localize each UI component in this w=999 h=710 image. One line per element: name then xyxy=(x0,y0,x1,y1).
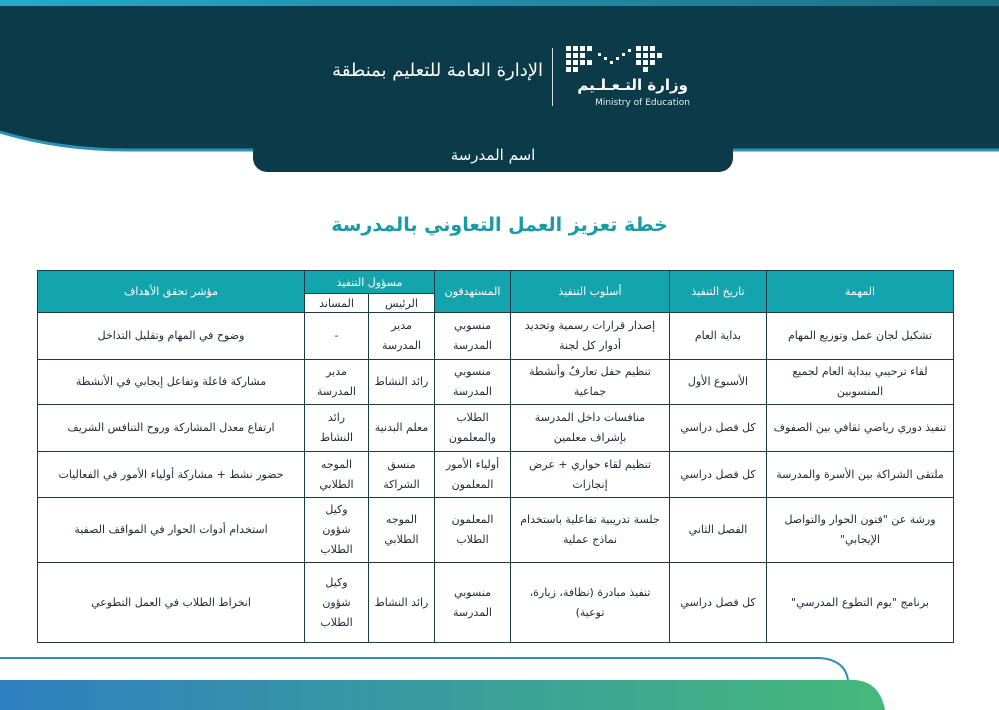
cell-support: - xyxy=(305,313,369,360)
cell-method: تنظيم حفل تعارفٌ وأنشطة جماعية xyxy=(511,360,670,405)
table-header-row xyxy=(38,271,954,294)
cell-lead: رائد النشاط xyxy=(369,360,435,405)
cell-lead: رائد النشاط xyxy=(369,563,435,643)
cell-indicator: حضور نشط + مشاركة أولياء الأمور في الفعاليات xyxy=(38,452,305,498)
cell-task: برنامج "يوم التطوع المدرسي" xyxy=(767,563,954,643)
header-responsible: مسؤول التنفيذ xyxy=(305,271,435,294)
cell-lead: مدير المدرسة xyxy=(369,313,435,360)
cell-indicator: ارتفاع معدل المشاركة وروح التنافس الشريف xyxy=(38,405,305,452)
cell-lead: معلم البدنية xyxy=(369,405,435,452)
cell-task: ملتقى الشراكة بين الأسرة والمدرسة xyxy=(767,452,954,498)
cell-indicator: استخدام أدوات الحوار في المواقف الصفية xyxy=(38,498,305,563)
cell-beneficiaries: منسوبي المدرسة xyxy=(435,563,511,643)
logo-english-text: Ministry of Education xyxy=(595,98,690,108)
cell-method: تنفيذ مبادرة (نظافة، زيارة، توعية) xyxy=(511,563,670,643)
cell-lead: الموجه الطلابي xyxy=(369,498,435,563)
cell-beneficiaries: الطلاب والمعلمون xyxy=(435,405,511,452)
cell-task: ورشة عن "فنون الحوار والتواصل الإيجابي" xyxy=(767,498,954,563)
cell-support: وكيل شؤون الطلاب xyxy=(305,563,369,643)
header-beneficiaries: المستهدفون xyxy=(435,271,511,313)
cell-method: منافسات داخل المدرسة بإشراف معلمين xyxy=(511,405,670,452)
cell-beneficiaries: منسوبي المدرسة xyxy=(435,313,511,360)
brand-block xyxy=(332,42,698,112)
table-row xyxy=(38,360,954,405)
cell-date: الفصل الثاني xyxy=(670,498,767,563)
cell-support: مدير المدرسة xyxy=(305,360,369,405)
header-task: المهمة xyxy=(767,271,954,313)
cell-method: تنظيم لقاء حواري + عرض إنجازات xyxy=(511,452,670,498)
cell-date: كل فصل دراسي xyxy=(670,405,767,452)
cell-date: بداية العام xyxy=(670,313,767,360)
directorate-title: الإدارة العامة للتعليم بمنطقة xyxy=(332,60,543,81)
cell-task: تنفيذ دوري رياضي ثقافي بين الصفوف xyxy=(767,405,954,452)
school-name: اسم المدرسة xyxy=(450,146,536,164)
header-support: المساند xyxy=(305,294,369,313)
cell-support: رائد النشاط xyxy=(305,405,369,452)
cell-method: إصدار قرارات رسمية وتحديد أدوار كل لجنة xyxy=(511,313,670,360)
cell-task: لقاء ترحيبي ببداية العام لجميع المنسوبين xyxy=(767,360,954,405)
cell-beneficiaries: المعلمون الطلاب xyxy=(435,498,511,563)
plan-table xyxy=(37,270,954,643)
ministry-logo-icon xyxy=(558,44,698,76)
cell-indicator: مشاركة فاعلة وتفاعل إيجابي في الأنشطة xyxy=(38,360,305,405)
cell-beneficiaries: أولياء الأمور المعلمون xyxy=(435,452,511,498)
brand-divider xyxy=(552,48,553,106)
cell-indicator: انخراط الطلاب في العمل التطوعي xyxy=(38,563,305,643)
table-row xyxy=(38,452,954,498)
cell-indicator: وضوح في المهام وتقليل التداخل xyxy=(38,313,305,360)
cell-support: الموجه الطلابي xyxy=(305,452,369,498)
cell-date: كل فصل دراسي xyxy=(670,452,767,498)
cell-method: جلسة تدريبية تفاعلية باستخدام نماذج عملية xyxy=(511,498,670,563)
header-lead: الرئيس xyxy=(369,294,435,313)
cell-date: كل فصل دراسي xyxy=(670,563,767,643)
table-row xyxy=(38,563,954,643)
header-method: أسلوب التنفيذ xyxy=(511,271,670,313)
cell-task: تشكيل لجان عمل وتوزيع المهام xyxy=(767,313,954,360)
cell-beneficiaries: منسوبي المدرسة xyxy=(435,360,511,405)
table-row xyxy=(38,313,954,360)
header-indicator: مؤشر تحقق الأهداف xyxy=(38,271,305,313)
logo-arabic-text: وزارة التـعـلـيم xyxy=(577,76,688,94)
footer-wave xyxy=(0,650,999,710)
table-row xyxy=(38,405,954,452)
table-row xyxy=(38,498,954,563)
cell-support: وكيل شؤون الطلاب xyxy=(305,498,369,563)
plan-title: خطة تعزيز العمل التعاوني بالمدرسة xyxy=(331,214,668,236)
school-name-tab xyxy=(253,128,733,172)
header-date: تاريخ التنفيذ xyxy=(670,271,767,313)
cell-lead: منسق الشراكة xyxy=(369,452,435,498)
cell-date: الأسبوع الأول xyxy=(670,360,767,405)
